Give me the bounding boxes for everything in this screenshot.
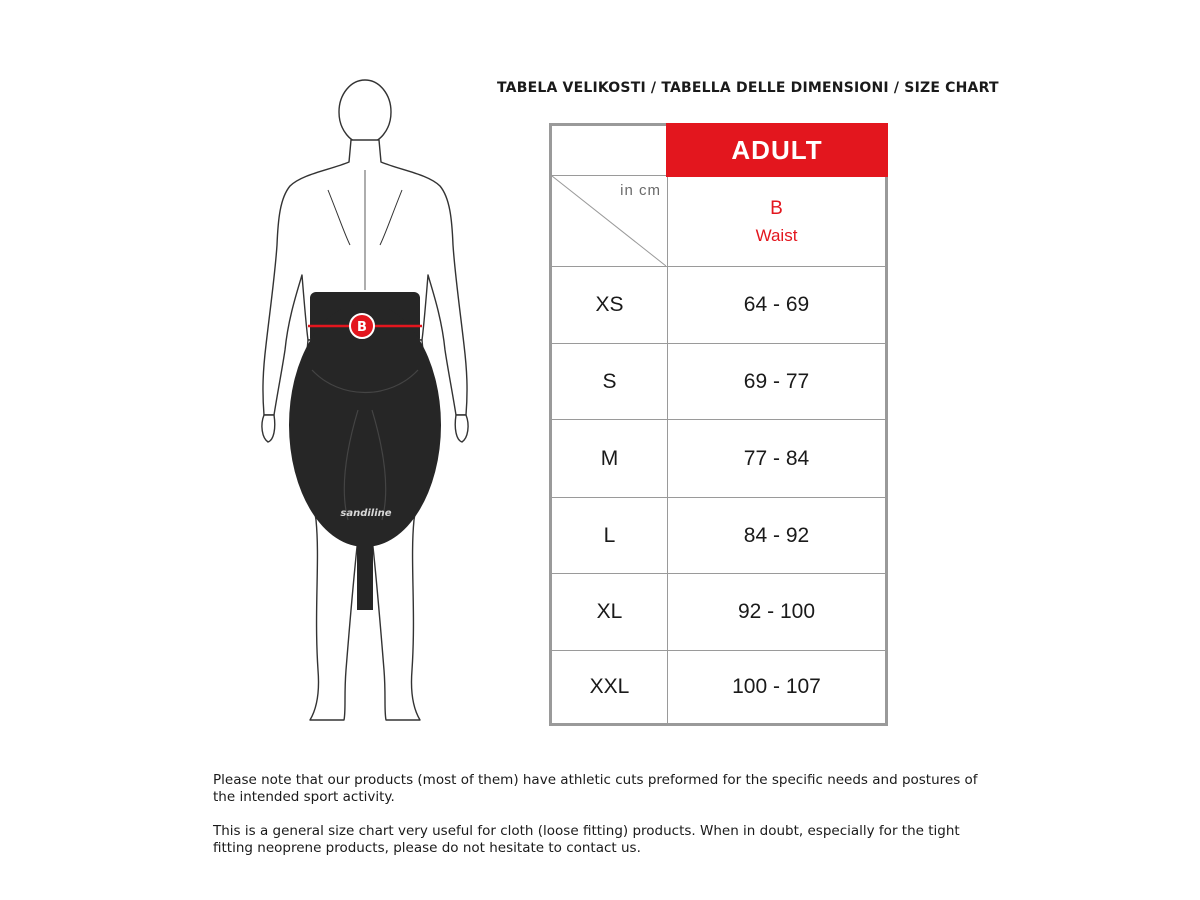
- table-row: [551, 267, 887, 344]
- table-row: [551, 574, 887, 651]
- note-general-chart: This is a general size chart very useful for cloth (loose fitting) products. When in doubt, especially for the tight fitting neoprene products, please do not hesitate to contact us.: [213, 823, 960, 856]
- table-row: [551, 344, 887, 420]
- waist-value: 69 - 77: [668, 344, 887, 420]
- waist-value: 84 - 92: [668, 498, 887, 574]
- measure-header-row: [551, 176, 887, 267]
- head-outline: [339, 80, 391, 144]
- corner-cell: [551, 125, 668, 176]
- size-label: XL: [551, 574, 668, 651]
- measure-letter: B: [770, 197, 783, 219]
- waist-value: 64 - 69: [668, 267, 887, 344]
- waist-marker-letter: B: [357, 320, 367, 335]
- table-header-row: [551, 125, 887, 176]
- note-athletic-cuts: Please note that our products (most of them) have athletic cuts preformed for the specific needs and postures of the intended sport activity.: [213, 772, 978, 805]
- measure-name: Waist: [755, 225, 798, 245]
- notes: [213, 772, 993, 874]
- table-row: [551, 651, 887, 725]
- size-label: S: [551, 344, 668, 420]
- unit-cell: [551, 176, 668, 267]
- body-figure-illustration: [250, 70, 480, 730]
- right-hand: [455, 415, 468, 442]
- unit-label: in cm: [620, 182, 661, 199]
- waist-value: 77 - 84: [668, 420, 887, 498]
- size-label: XS: [551, 267, 668, 344]
- grab-loop: [357, 540, 373, 610]
- size-label: L: [551, 498, 668, 574]
- table-row: [551, 420, 887, 498]
- waist-value: 92 - 100: [668, 574, 887, 651]
- table-row: [551, 498, 887, 574]
- waist-value: 100 - 107: [668, 651, 887, 725]
- size-label: XXL: [551, 651, 668, 725]
- adult-column-header: ADULT: [668, 125, 887, 176]
- brand-logo: sandiline: [340, 508, 392, 519]
- size-table: [549, 123, 888, 726]
- size-label: M: [551, 420, 668, 498]
- size-chart-title: TABELA VELIKOSTI / TABELLA DELLE DIMENSIONI / SIZE CHART: [497, 80, 999, 96]
- left-hand: [262, 415, 275, 442]
- waist-measure-header: [668, 176, 887, 267]
